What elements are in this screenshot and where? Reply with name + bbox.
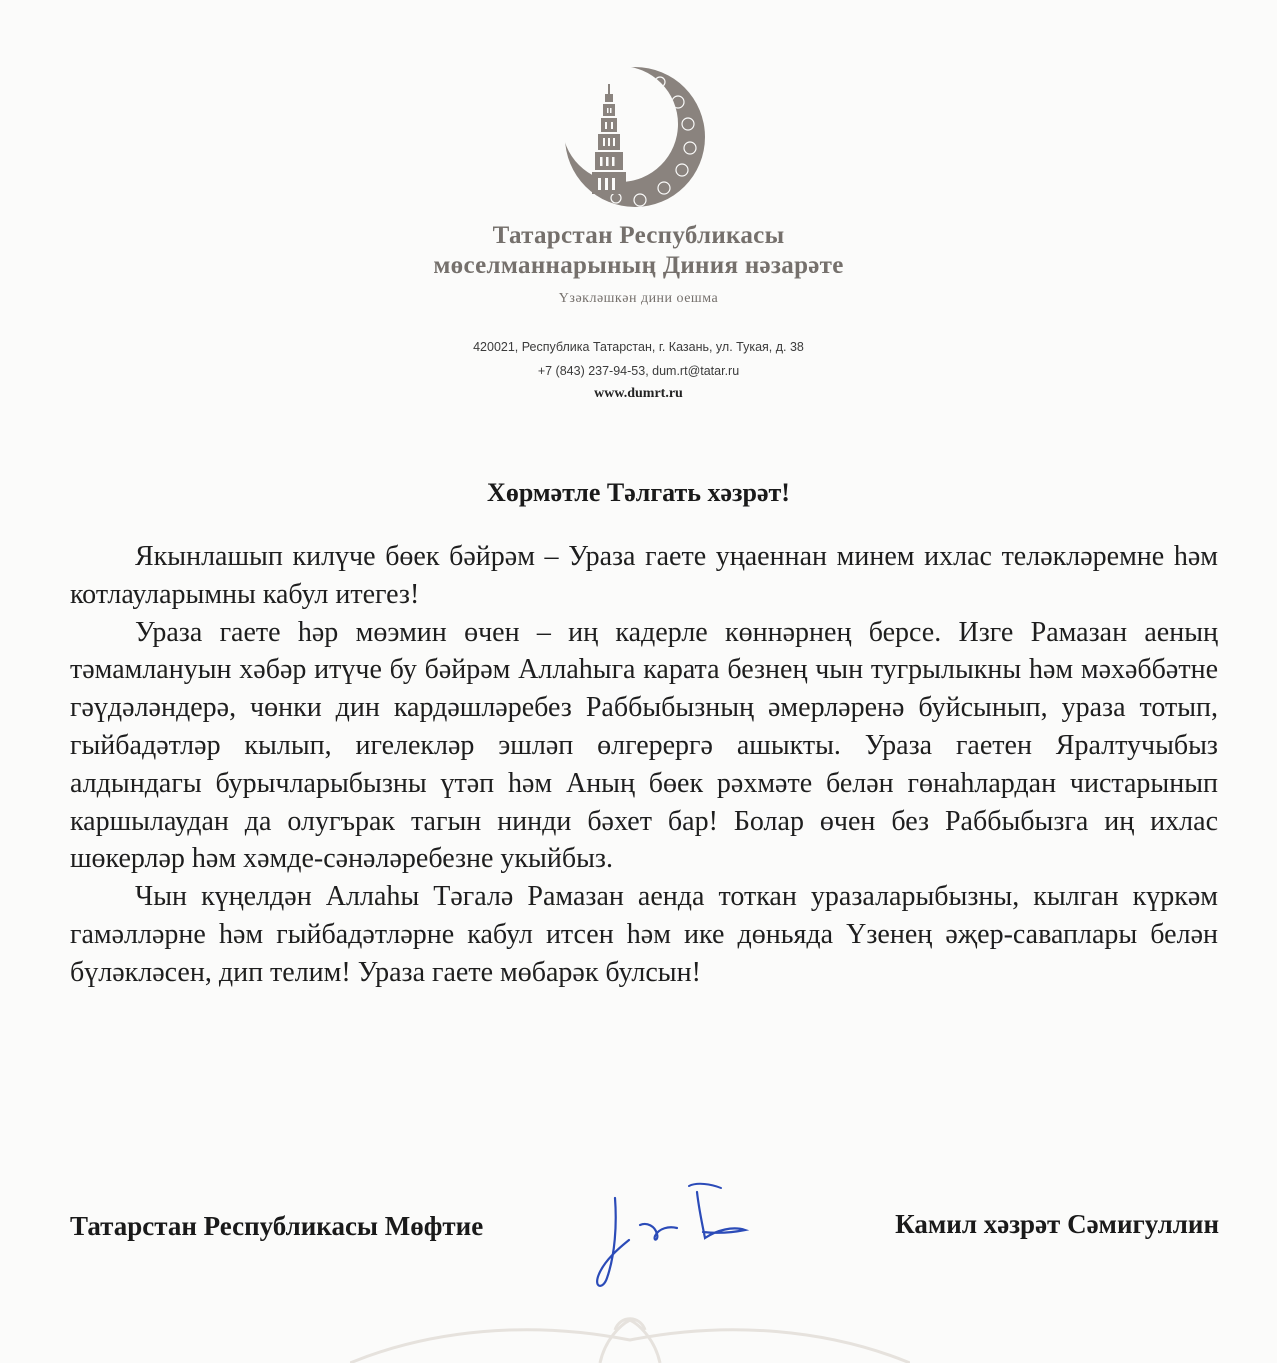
letter-paragraph: Якынлашып килүче бөек бәйрәм – Ураза гаете уңаеннан минем ихлас теләкләремне һәм котлауларымны кабул итегез!: [70, 541, 1218, 610]
letter-body: [70, 538, 1218, 992]
letter-greeting: Хөрмәтле Тәлгать хәзрәт!: [487, 478, 790, 507]
signatory-position: Татарстан Республикасы Мөфтие: [70, 1211, 484, 1241]
signatory-name: Камил хәзрәт Сәмигуллин: [895, 1209, 1219, 1239]
org-address: 420021, Республика Татарстан, г. Казань, ул. Тукая, д. 38: [473, 340, 804, 354]
ornament-icon: [350, 1300, 910, 1363]
letter-paragraph: Ураза гаете һәр мөэмин өчен – иң кадерле көннәрнең берсе. Изге Рамазан аеның тәмамлануын хәбәр итүче бу бәйрәм Аллаһыга карата безнең чын тугрылыкны һәм мәхәббәтне гәүдәләндерә, чөнки дин кардәшләребез Раббыбызның әмерләренә буйсынып, ураза тотып, гыйбадәтләр кылып, игелекләр эшләп өлгерергә ашыкты. Ураза гаетен Яралтучыбыз алдындагы бурычларыбызны үтәп һәм Аның бөек рәхмәте белән гөнаһлардан чистарынып каршылаудан да олугърак тагын нинди бәхет бар! Болар өчен без Раббыбызга иң ихлас шөкерләр һәм хәмде-сәнәләребезне укыйбыз.: [70, 616, 1218, 875]
org-contacts: +7 (843) 237-94-53, dum.rt@tatar.ru: [537, 364, 740, 378]
org-subtitle: Үзәкләшкән дини оешма: [558, 291, 719, 306]
letter-paragraph: Чын күңелдән Аллаһы Тәгалә Рамазан аенда тоткан уразаларыбызны, кылган күркәм гамәлләрне һәм гыйбадәтләрне кабул итсен һәм ике дөньяда Үзенең әҗер-саваплары белән бүләкләсен, дип телим! Ураза гаете мөбарәк булсын!: [70, 881, 1218, 988]
org-website: www.dumrt.ru: [594, 386, 683, 401]
org-name-line1: Татарстан Республикасы: [492, 222, 785, 249]
crescent-minaret-logo-icon: [560, 62, 710, 212]
handwritten-signature-icon: [585, 1170, 775, 1310]
org-name-line2: мөселманнарының Диния нәзарәте: [433, 252, 844, 279]
